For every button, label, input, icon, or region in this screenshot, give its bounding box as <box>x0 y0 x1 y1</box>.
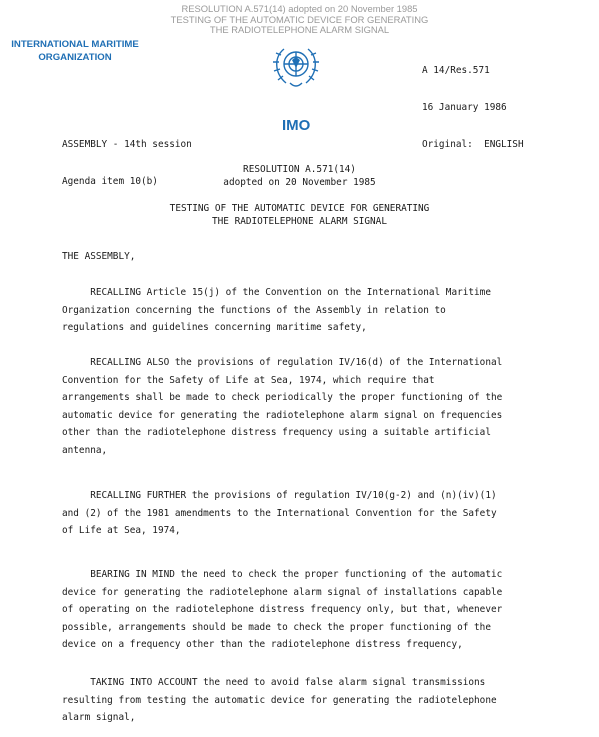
imo-logo-text: IMO <box>282 117 311 134</box>
resolution-title <box>0 164 599 189</box>
watermark-line: THE RADIOTELEPHONE ALARM SIGNAL <box>209 24 390 35</box>
resolution-number: RESOLUTION A.571(14) <box>243 164 356 175</box>
subject-line: TESTING OF THE AUTOMATIC DEVICE FOR GENERATING <box>169 203 430 214</box>
preamble-paragraph-5: TAKING INTO ACCOUNT the need to avoid false alarm signal transmissions resulting from testing the automatic device for generating the radiotelephone alarm signal, <box>62 677 497 724</box>
preamble-paragraph-1: RECALLING Article 15(j) of the Convention on the International Maritime Organization concerning the functions of the Assembly in relation to regulations and guidelines concerning maritime safety, <box>62 287 491 334</box>
resolution-subject <box>0 203 599 228</box>
un-laurel-emblem-icon <box>268 37 324 91</box>
subject-line: THE RADIOTELEPHONE ALARM SIGNAL <box>212 215 387 227</box>
organization-name <box>0 38 150 64</box>
adopted-date: adopted on 20 November 1985 <box>223 176 376 188</box>
watermark-heading <box>0 4 599 36</box>
organization-name-line: ORGANIZATION <box>38 52 112 63</box>
preamble-paragraph-4: BEARING IN MIND the need to check the proper functioning of the automatic device for generating the radiotelephone alarm signal of installations capable of operating on the radiotelephone distress frequency only, but that, whenever possible, arrangements should be made to check the proper functioning of the device on a frequency other than the radiotelephone distress frequency, <box>62 569 503 651</box>
assembly-session: ASSEMBLY - 14th session <box>62 138 192 150</box>
watermark-line: RESOLUTION A.571(14) adopted on 20 November 1985 <box>181 3 418 14</box>
document-reference <box>422 40 524 164</box>
preamble-paragraph-3: RECALLING FURTHER the provisions of regulation IV/10(g-2) and (n)(iv)(1) and (2) of the 1981 amendments to the International Convention for the Safety of Life at Sea, 1974, <box>62 490 497 537</box>
opening-phrase: THE ASSEMBLY, <box>62 251 136 262</box>
agenda-item: Agenda item 10(b) <box>62 176 158 188</box>
preamble-paragraph-2: RECALLING ALSO the provisions of regulation IV/16(d) of the International Convention for the Safety of Life at Sea, 1974, which require that arrangements shall be made to check periodically the proper functioning of the automatic device for generating the radiotelephone alarm signal on frequencies other than the radiotelephone distress frequency using a suitable artificial antenna, <box>62 357 503 456</box>
document-original-language: Original: ENGLISH <box>422 139 524 151</box>
organization-name-line: INTERNATIONAL MARITIME <box>11 39 139 50</box>
document-date: 16 January 1986 <box>422 102 507 114</box>
watermark-line: TESTING OF THE AUTOMATIC DEVICE FOR GENERATING <box>170 13 429 25</box>
document-number: A 14/Res.571 <box>422 64 490 76</box>
